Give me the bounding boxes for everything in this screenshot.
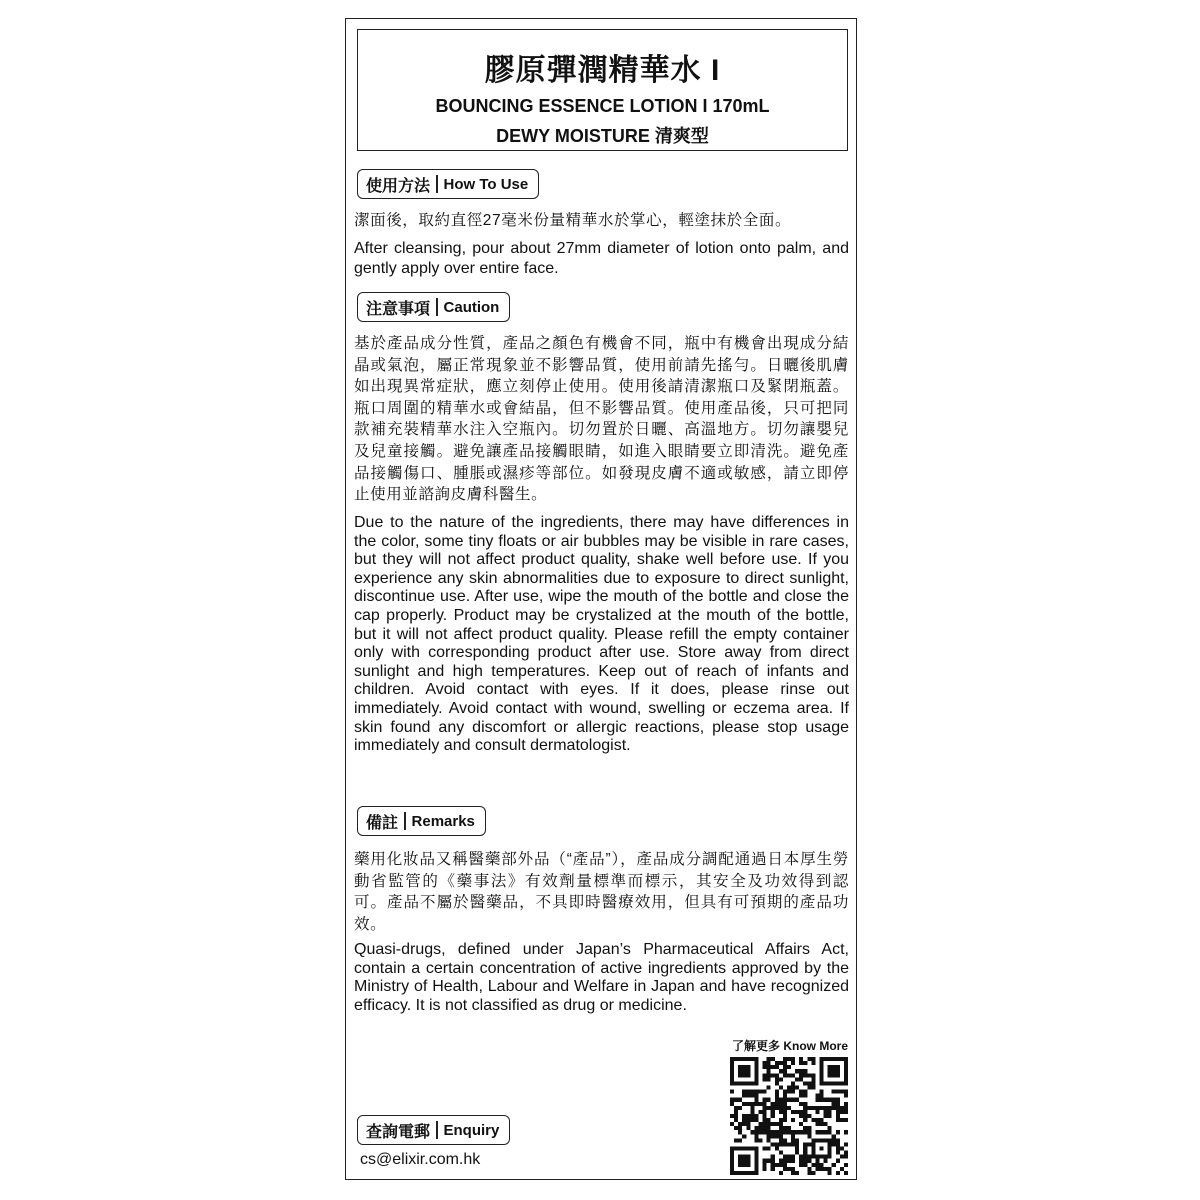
remarks-heading [357,806,486,836]
title-box [357,29,848,151]
heading-divider [436,1121,438,1139]
caution-heading-en: Caution [443,298,500,316]
how-to-use-heading-zh: 使用方法 [366,177,431,195]
qr-code-icon[interactable] [730,1057,848,1175]
product-label [345,18,857,1180]
remarks-heading-en: Remarks [411,812,475,830]
caution-heading-zh: 注意事項 [366,300,431,318]
remarks-text-zh: 藥用化妝品又稱醫藥部外品（“產品”），產品成分調配通過日本厚生勞動省監管的《藥事法》有效劑量標準而標示，其安全及功效得到認可。產品不屬於醫藥品，不具即時醫療效用，但具有可預期的產品功效。 [354,851,849,933]
heading-divider [436,175,438,193]
how-to-use-heading-en: How To Use [443,175,529,193]
enquiry-heading-en: Enquiry [443,1121,500,1139]
product-name-zh: 膠原彈潤精華水 I [484,54,721,87]
how-to-use-text-zh: 潔面後，取約直徑27毫米份量精華水於掌心，輕塗抹於全面。 [354,212,792,229]
enquiry-email[interactable]: cs@elixir.com.hk [360,1151,481,1168]
remarks-text-en: Quasi-drugs, defined under Japan’s Pharmaceutical Affairs Act, contain a certain concentration of active ingredients approved by the Ministry of Health, Labour and Welfare in Japan and have recognized efficacy. It is not classified as drug or medicine. [354,941,849,1014]
enquiry-heading-zh: 查詢電郵 [366,1123,431,1141]
heading-divider [436,298,438,316]
caution-heading [357,292,510,322]
caution-text-zh: 基於產品成分性質，產品之顏色有機會不同，瓶中有機會出現成分結晶或氣泡，屬正常現象並不影響品質，使用前請先搖勻。日曬後肌膚如出現異常症狀，應立刻停止使用。使用後請清潔瓶口及緊閉瓶蓋。瓶口周圍的精華水或會結晶，但不影響品質。使用產品後，只可把同款補充裝精華水注入空瓶內。切勿置於日曬、高溫地方。切勿讓嬰兒及兒童接觸。避免讓產品接觸眼睛，如進入眼睛要立即清洗。避免產品接觸傷口、腫脹或濕疹等部位。如發現皮膚不適或敏感，請立即停止使用並諮詢皮膚科醫生。 [354,335,849,504]
remarks-heading-zh: 備註 [366,814,399,832]
product-type: DEWY MOISTURE 清爽型 [496,126,709,146]
how-to-use-heading [357,169,539,199]
heading-divider [404,812,406,830]
how-to-use-text-en: After cleansing, pour about 27mm diameter of lotion onto palm, and gently apply over entire face. [354,240,849,277]
enquiry-heading [357,1115,510,1145]
caution-text-en: Due to the nature of the ingredients, there may have differences in the color, some tiny floats or air bubbles may be visible in rare cases, but they will not affect product quality, shake well before use. If you experience any skin abnormalities due to exposure to direct sunlight, discontinue use. After use, wipe the mouth of the bottle and close the cap properly. Product may be crystalized at the mouth of the bottle, but it will not affect product quality. Please refill the empty container only with corresponding product after use. Store away from direct sunlight and high temperatures. Keep out of reach of infants and children. Avoid contact with eyes. If it does, please rinse out immediately. Avoid contact with wound, swelling or eczema area. If skin found any discomfort or allergic reactions, please stop usage immediately and consult dermatologist. [354,514,849,755]
know-more-caption: 了解更多 Know More [732,1039,848,1053]
product-name-en: BOUNCING ESSENCE LOTION I 170mL [435,96,770,116]
